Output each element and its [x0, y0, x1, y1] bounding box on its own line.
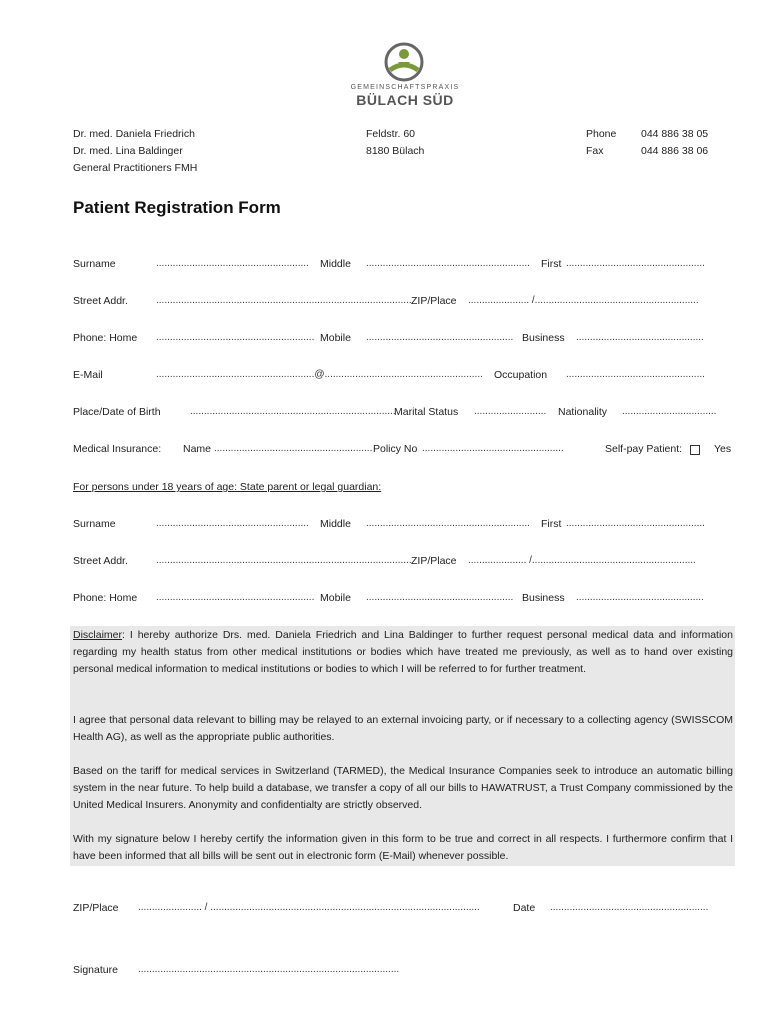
marital-label: Marital Status	[394, 406, 459, 418]
guardian-mobile-field[interactable]: .....................................................	[366, 592, 514, 603]
disclaimer-label: Disclaimer	[73, 629, 123, 641]
practice-logo	[350, 40, 460, 110]
zip-label: ZIP/Place	[411, 295, 457, 307]
address-street: Feldstr. 60	[366, 128, 416, 140]
mobile-field[interactable]: .....................................................	[366, 332, 514, 343]
guardian-phone-label: Phone: Home	[73, 592, 138, 604]
birth-field[interactable]: ..........................................................................	[190, 406, 396, 417]
marital-field[interactable]: ..........................	[474, 406, 547, 417]
phone-home-label: Phone: Home	[73, 332, 138, 344]
logo-icon	[350, 40, 460, 90]
nationality-label: Nationality	[558, 406, 608, 418]
guardian-first-label: First	[541, 518, 562, 530]
business-label: Business	[522, 332, 565, 344]
footer-zip-label: ZIP/Place	[73, 902, 119, 914]
policy-label: Policy No	[373, 443, 418, 455]
phone-label: Phone	[586, 128, 617, 140]
guardian-street-label: Street Addr.	[73, 555, 128, 567]
footer-date-field[interactable]: .........................................................	[550, 902, 709, 913]
guardian-first-field[interactable]: ..................................................	[566, 518, 705, 529]
surname-label: Surname	[73, 258, 116, 270]
street-label: Street Addr.	[73, 295, 128, 307]
middle-field[interactable]: ...........................................................	[366, 258, 530, 269]
disclaimer-p4: With my signature below I hereby certify the information given in this form to be true and correct in all respects. I furthermore confirm that I have been informed that all bills will be sent out in electronic form (E-Mail) whenever possible.	[73, 833, 733, 862]
disclaimer-p1-text: : I hereby authorize Drs. med. Daniela Friedrich and Lina Baldinger to further request personal medical data and information regarding my health status from other medical institutions or bodies which have treated me previously, as well as to hand over existing personal medical information to medical institutions or bodies to which I will be referred to for further treatment.	[73, 629, 733, 675]
insurance-label: Medical Insurance:	[73, 443, 162, 455]
disclaimer-p3: Based on the tariff for medical services in Switzerland (TARMED), the Medical Insurance Companies seek to introduce an automatic billing system in the near future. To help build a database, we transfer a copy of all our bills to HAWATRUST, a Trust Company commissioned by the United Medical Insurers. Anonymity and confidentialty are strictly observed.	[73, 765, 733, 811]
disclaimer-p1	[73, 627, 733, 678]
page-title: Patient Registration Form	[73, 198, 281, 217]
selfpay-yes-label: Yes	[714, 443, 732, 455]
signature-label: Signature	[73, 964, 118, 976]
street-field[interactable]: ............................................................................................	[156, 295, 412, 306]
first-field[interactable]: ..................................................	[566, 258, 705, 269]
policy-field[interactable]: ...................................................	[422, 443, 564, 454]
insurance-name-label: Name	[183, 443, 212, 455]
guardian-mobile-label: Mobile	[320, 592, 351, 604]
doctor-2: Dr. med. Lina Baldinger	[73, 145, 183, 157]
specialty: General Practitioners FMH	[73, 162, 198, 174]
logo-text-small: GEMEINSCHAFTSPRAXIS	[350, 84, 460, 91]
disclaimer-p2: I agree that personal data relevant to billing may be relayed to an external invoicing party, or if necessary to a collecting agency (SWISSCOM Health AG), as well as the appropriate public authorities.	[73, 714, 733, 743]
guardian-surname-field[interactable]: .......................................................	[156, 518, 309, 529]
occupation-field[interactable]: ..................................................	[566, 369, 705, 380]
phone-home-field[interactable]: .........................................................	[156, 332, 315, 343]
guardian-business-field[interactable]: ..............................................	[576, 592, 704, 603]
business-field[interactable]: ..............................................	[576, 332, 704, 343]
guardian-phone-field[interactable]: .........................................................	[156, 592, 315, 603]
surname-field[interactable]: .......................................................	[156, 258, 309, 269]
nationality-field[interactable]: ..................................	[622, 406, 717, 417]
insurance-name-field[interactable]: .........................................................	[214, 443, 373, 454]
guardian-middle-label: Middle	[320, 518, 351, 530]
guardian-zip-label: ZIP/Place	[411, 555, 457, 567]
footer-date-label: Date	[513, 902, 536, 914]
fax-label: Fax	[586, 145, 604, 157]
occupation-label: Occupation	[494, 369, 548, 381]
birth-label: Place/Date of Birth	[73, 406, 161, 418]
mobile-label: Mobile	[320, 332, 351, 344]
guardian-surname-label: Surname	[73, 518, 116, 530]
guardian-middle-field[interactable]: ...........................................................	[366, 518, 530, 529]
logo-text-big: BÜLACH SÜD	[356, 92, 454, 108]
signature-field[interactable]: ..............................................................................................	[138, 964, 400, 975]
address-city: 8180 Bülach	[366, 145, 425, 157]
footer-zip-field[interactable]: ....................... / .................................................................................................	[138, 902, 480, 913]
guardian-zip-field[interactable]: ..................... /...........................................................	[468, 555, 696, 566]
selfpay-checkbox[interactable]	[690, 445, 700, 455]
guardian-business-label: Business	[522, 592, 565, 604]
zip-field[interactable]: ...................... /...........................................................	[468, 295, 699, 306]
fax-number: 044 886 38 06	[641, 145, 709, 157]
first-label: First	[541, 258, 562, 270]
email-field[interactable]: .........................................................@.........................................................	[156, 369, 483, 380]
guardian-heading: For persons under 18 years of age: State parent or legal guardian:	[73, 481, 382, 493]
doctor-1: Dr. med. Daniela Friedrich	[73, 128, 195, 140]
guardian-street-field[interactable]: ............................................................................................	[156, 555, 412, 566]
phone-number: 044 886 38 05	[641, 128, 709, 140]
selfpay-label: Self-pay Patient:	[605, 443, 683, 455]
middle-label: Middle	[320, 258, 351, 270]
email-label: E-Mail	[73, 369, 103, 381]
